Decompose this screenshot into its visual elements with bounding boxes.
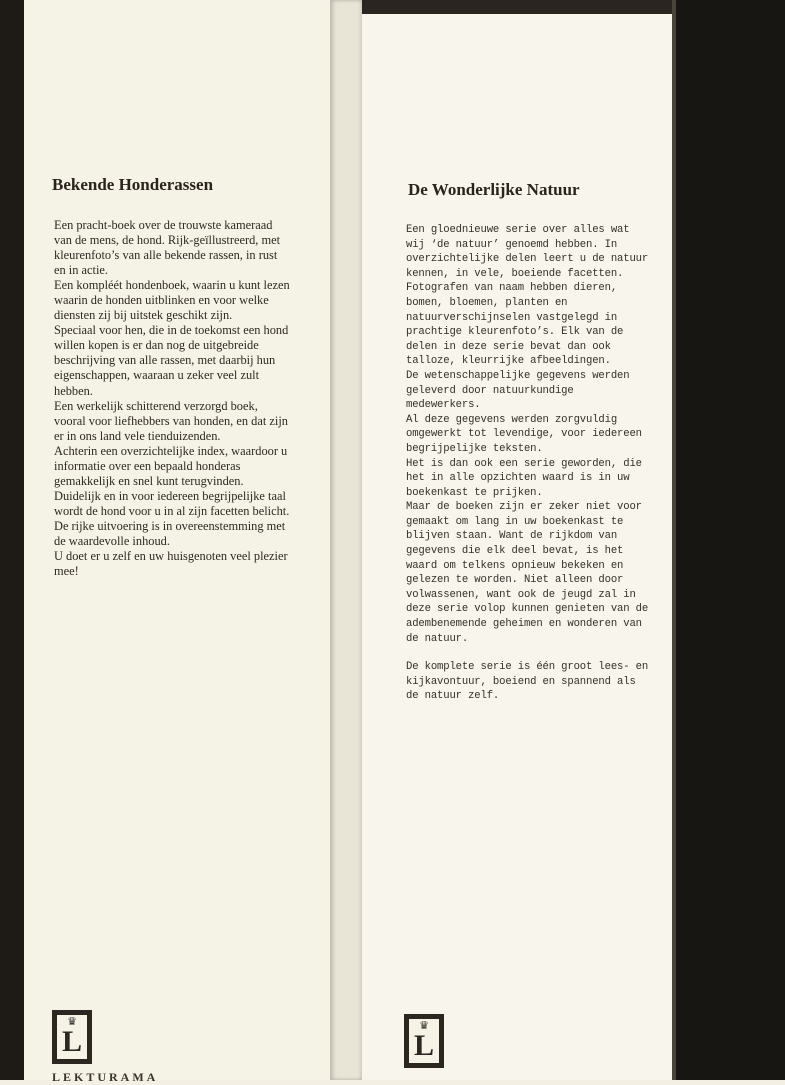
right-paragraph: Maar de boeken zijn er zeker niet voor gemaakt om lang in uw boekenkast te blijven staan. Want de rijkdom van gegevens die elk deel bevat, is het waard om telkens opnieuw bekeken en gelezen te worden. Niet alleen door volwassenen, want ook de jeugd zal in deze serie volop kunnen genieten van de adembenemende geheimen en wonderen van de natuur. bbox=[406, 501, 649, 645]
left-paragraph: Een pracht-boek over de trouwste kameraad van de mens, de hond. Rijk-geïllustreerd, met kleurenfoto’s van alle bekende rassen, in rust en in actie. bbox=[54, 218, 281, 278]
left-paragraph: Duidelijk en in voor iedereen begrijpelijke taal wordt de hond voor u in al zijn facetten belicht. De rijke uitvoering is in overeenstemming met de waardevolle inhoud. bbox=[54, 488, 290, 548]
page-gutter bbox=[330, 0, 362, 1080]
publisher-name: LEKTURAMA bbox=[52, 1070, 159, 1084]
lekturama-logo-right bbox=[404, 1014, 444, 1068]
left-paragraph: Een werkelijk schitterend verzorgd boek, vooral voor liefhebbers van honden, en dat zijn er in ons land vele tienduizenden. bbox=[54, 398, 288, 443]
right-paragraph: Het is dan ook een serie geworden, die het in alle opzichten waard is in uw boekenkast te prijken. bbox=[406, 457, 642, 499]
binding-edge bbox=[0, 0, 24, 1080]
left-page-body bbox=[54, 218, 290, 579]
logo-letter: L bbox=[61, 1025, 82, 1058]
left-paragraph: Speciaal voor hen, die in de toekomst een hond willen kopen is er dan nog de uitgebreide beschrijving van alle rassen, met daarbij hun eigenschappen, waaraan u zeker veel zult hebben. bbox=[54, 323, 289, 398]
left-paragraph: Achterin een overzichtelijke index, waardoor u informatie over een bepaald honderas gemakkelijk en snel kunt terugvinden. bbox=[54, 443, 288, 488]
right-page-title: De Wonderlijke Natuur bbox=[408, 180, 580, 199]
right-paragraph: De wetenschappelijke gegevens werden geleverd door natuurkundige medewerkers. bbox=[406, 369, 630, 412]
right-paragraph: Al deze gegevens werden zorgvuldig omgewerkt tot levendige, voor iedereen begrijpelijke teksten. bbox=[406, 413, 642, 455]
crown-icon: ♛ bbox=[67, 1016, 77, 1028]
right-closing-paragraph: De komplete serie is één groot lees- en kijkavontuur, boeiend en spannend als de natuur zelf. bbox=[406, 661, 649, 703]
right-paragraph: Fotografen van naam hebben dieren, bomen, bloemen, planten en natuurverschijnselen vastgelegd in prachtige kleurenfoto’s. Elk van de delen in deze serie bevat dan ook talloze, kleurrijke afbeeldingen. bbox=[406, 282, 624, 368]
right-paragraph: Een gloednieuwe serie over alles wat wij ‘de natuur’ genoemd hebben. In overzichtelijke delen leert u de natuur kennen, in vele, boeiende facetten. bbox=[406, 224, 649, 280]
lekturama-logo bbox=[52, 1010, 92, 1064]
left-paragraph: Een kompléét hondenboek, waarin u kunt lezen waarin de honden uitblinken en voor welke diensten zij bij uitstek geschikt zijn. bbox=[54, 278, 290, 323]
crown-icon: ♛ bbox=[419, 1020, 429, 1032]
left-paragraph: U doet er u zelf en uw huisgenoten veel plezier mee! bbox=[54, 549, 288, 579]
logo-letter: L bbox=[413, 1029, 434, 1062]
left-page-title: Bekende Honderassen bbox=[52, 175, 214, 194]
right-page-body bbox=[406, 223, 650, 704]
dark-back-cover bbox=[672, 0, 785, 1080]
